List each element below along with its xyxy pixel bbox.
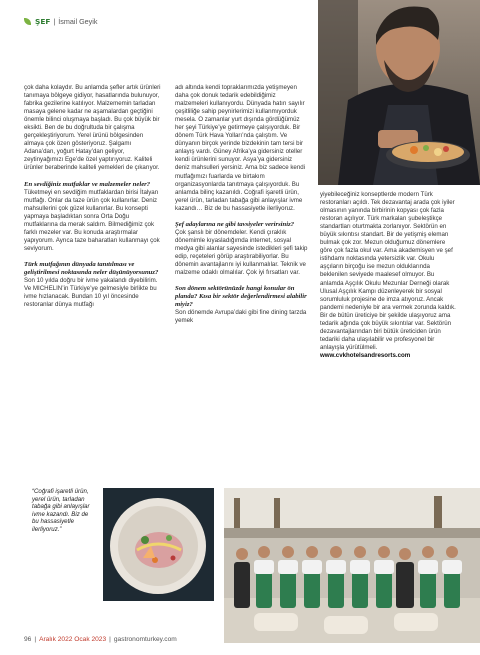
question-heading: Son dönem sektörünüzde hangi konular ön planda? Kısa bir sektör değerlendirmesi alabilir miyiz? xyxy=(175,285,307,309)
paragraph: Son 10 yılda doğru bir ivme yakalandı diyebilirim. Ve MICHELIN’in Türkiye’ye gelmesiyle birlikte bu ivme hızlanacak. Bundan 10 yıl öncesinde restoranlar dünya mutfağı xyxy=(24,276,158,309)
article-column-1 xyxy=(24,84,161,309)
question-heading: Türk mutfağının dünyada tanıtılması ve geliştirilmesi noktasında neler düşünüyorsunuz? xyxy=(24,260,159,276)
header-separator: | xyxy=(53,16,56,26)
article-column-2 xyxy=(175,84,308,325)
footer-separator: | xyxy=(34,636,37,643)
question-heading: Şef adaylarına ne gibi tavsiyeler verirsiniz? xyxy=(175,220,295,228)
question-heading: En sevdiğiniz mutfaklar ve malzemeler neler? xyxy=(24,180,151,188)
website-footer: gastronomturkey.com xyxy=(113,636,177,643)
issue-date: Aralık 2022 Ocak 2023 xyxy=(39,636,107,643)
paragraph: Çok şanslı bir dönemdeler. Kendi çıraklık dönemimle kıyasladığımda internet, sosyal medya gibi alanlar sayesinde istedikleri şefi takip edip, reçeteleri görüp araştırabiliyorlar. Bu dönemin avantajlarını iyi kullanmalılar. Teknik ve malzeme odaklı olmalılar. Çok iyi fırsatları var. xyxy=(175,228,308,276)
paragraph: yiyebileceğiniz konseptlerde modern Türk restoranları açıldı. Tek dezavantaj arada çok iyiler olmasının yanında birbirinin kopyası çok fazla restoran açılıyor. Türk markaları şubeleştikçe standartları oturtmakta zorlanıyor. Sektörün en büyük sıkıntısı standart. Bir de yetişmiş eleman bulmak çok zor. Mezun olduğumuz dönemlere göre çok fazla okul var. Ama akademisyen ve şef istihdamı noktasında yetersizlik var. Okulu aşçıların birçoğu ise mezun olduklarında beklenilen seviyede maalesef olmuyor. Bu anlamda Aşçılık Okulu Mezunlar Derneği olarak Ulusal Aşçılık Kampı düzenleyerek bir sosyal sorumluluk projesine de imza atıyoruz. Ancak pandemi nedeniyle bir ara vermek zorunda kaldık. Bir de bütün üreticiye bir şekilde ulaşıyoruz ama tedarik ağında çok büyük sıkıntılar var. Sektörün dezavantajlarından biri bütük üreticiden ürün tedariki daha ulaşılabilir ve profesyonel bir anlayışla yürütülmeli. xyxy=(320,191,456,351)
page-footer xyxy=(24,636,177,643)
plated-dish-photo xyxy=(103,488,214,601)
chef-team-photo xyxy=(224,488,480,643)
paragraph: Tüketmeyi en sevdiğim mutfaklardan birisi İtalyan mutfağı. Onlar da taze ürün çok kullanırlar. Deniz mahsullerini çok güzel kullanırlar. Bu konsepti yapmaya başladıktan sonra Orta Doğu mutfaklarına da merak saldım. Bilmediğimiz çok farklı mezeler var. Bu konuda araştırmalar yapıyorum. Ayrıca taze baharatları kullanmayı çok seviyorum. xyxy=(24,188,160,252)
paragraph: çok daha kolaydır. Bu anlamda şefler artık ürünleri tanımaya bölgeye gidiyor, hasatlarında bulunuyor, fabrika gezilerine katılıyor. Malzememin tarladan masaya gelene kadar ne aşamalardan geçtiğini önemle bilinci oluşmaya başladı. Bu çok büyük bir eksikti. Ben de bu doğrultuda bir çalışma gerçekleştiriyorum. Yerel ürünü bölgesinden almaya çok özen gösteriyoruz. Şalgamı Adana’dan, yoğurt Hatay’dan geliyor, zeytinyağımızı Ege’de özel yaptırıyoruz. Kaliteli ürünler beraberinde kaliteli yemekleri de çıkarıyor. xyxy=(24,84,161,172)
footer-separator: | xyxy=(109,636,111,643)
page-number: 96 xyxy=(24,636,32,643)
paragraph: adı altında kendi topraklarımızda yetişmeyen daha çok donuk tedarik edebildiğimiz malzemeleri kullanıyordu. Dünyada hatırı sayılır çeşitliliğe sahip peynirlerimizi kullanmıyorduk mesela. O zamanlar yurt dışında gördüğümüz her şeyi Türkiye’ye getirmeye çalışıyorduk. Bir dönem Türk Hava Yolları’nda çalıştım. Ve dünyanın birçok yerinde bizdekinin tam tersi bir anlayış vardı. Güney Afrika’ya gidersiniz oteller kendi ürünlerini sunuyor. Asya’ya gidersiniz deniz mahsulleri yersiniz. Ama biz sadece kendi mutfağımızı fuarlarda ve birtakım organizasyonlarda tanıtmaya çalışıyorduk. Bu anlamda bilinç kazanıldı. Coğrafi işaretli ürün, yerel ürün, tarladan tabağa gibi anlayışlar ivme kazandı… Biz de bu hassasiyetle ilerliyoruz. xyxy=(175,84,306,212)
article-column-3 xyxy=(320,191,459,360)
section-logo: ŞEF xyxy=(35,16,51,26)
paragraph: Son dönemde Avrupa’daki gibi fine dining tarzda yemek xyxy=(175,309,307,325)
leaf-logo-icon xyxy=(24,18,31,25)
chef-portrait-photo xyxy=(318,0,480,185)
pull-quote: “Coğrafi işaretli ürün, yerel ürün, tarladan tabağa gibi anlayışlar ivme kazandı. Biz de bu hassasiyetle ilerliyoruz.” xyxy=(32,488,90,533)
author-name: İsmail Geyik xyxy=(58,16,98,26)
header xyxy=(24,15,97,27)
website-link[interactable]: www.cvkhotelsandresorts.com xyxy=(320,351,411,359)
